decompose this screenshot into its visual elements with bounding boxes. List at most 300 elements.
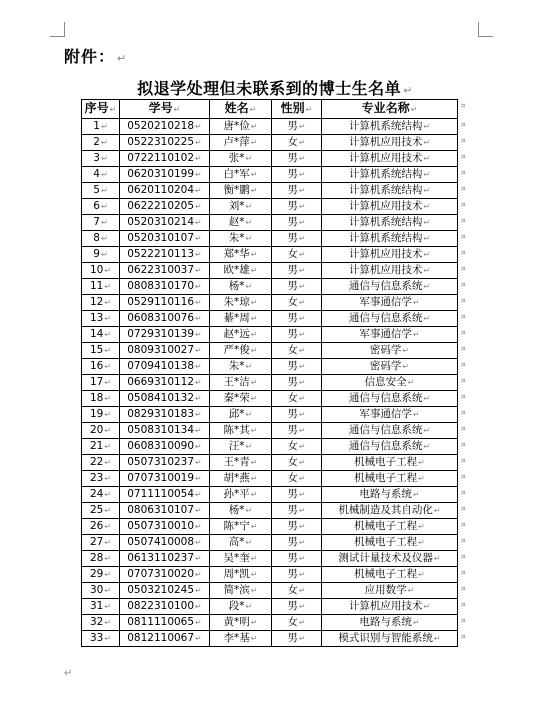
cell-name: 汪*↵ — [210, 439, 272, 455]
cell-index: 9↵ — [82, 247, 120, 263]
cell-mark: ↵ — [195, 234, 202, 243]
row-end-mark: ¤ — [461, 265, 466, 273]
cell-mark: ↵ — [298, 426, 306, 435]
table-row — [82, 343, 458, 359]
cell-mark: ↵ — [423, 266, 431, 275]
paragraph-mark: ↵ — [403, 84, 413, 97]
cell-mark: ↵ — [423, 234, 431, 243]
cell-major: 机械电子工程↵ — [322, 455, 458, 471]
cell-gender: 男↵ — [272, 487, 322, 503]
cell-mark: ↵ — [195, 186, 202, 195]
cell-mark: ↵ — [298, 154, 306, 163]
table-row — [82, 263, 458, 279]
table-row — [82, 631, 458, 647]
cell-student-id: 0707310019↵ — [120, 471, 210, 487]
cell-student-id: 0608310076↵ — [120, 311, 210, 327]
cell-mark: ↵ — [100, 250, 108, 259]
cell-name: 李*基↵ — [210, 631, 272, 647]
row-end-mark: ¤ — [461, 569, 466, 577]
table-row — [82, 119, 458, 135]
table-row — [82, 167, 458, 183]
cell-student-id: 0620110204↵ — [120, 183, 210, 199]
cell-mark: ↵ — [298, 554, 306, 563]
cell-index: 33↵ — [82, 631, 120, 647]
cell-mark: ↵ — [418, 458, 425, 467]
cell-gender: 男↵ — [272, 263, 322, 279]
cell-gender: 男↵ — [272, 503, 322, 519]
cell-mark: ↵ — [245, 538, 253, 547]
cell-name: 白*军↵ — [210, 167, 272, 183]
cell-mark: ↵ — [195, 634, 202, 643]
cell-mark: ↵ — [250, 298, 258, 307]
table-row — [82, 407, 458, 423]
cell-mark: ↵ — [195, 378, 202, 387]
cell-mark: ↵ — [100, 186, 108, 195]
cell-mark: ↵ — [298, 314, 306, 323]
cell-mark: ↵ — [423, 202, 431, 211]
table-row — [82, 295, 458, 311]
cell-name: 杨*↵ — [210, 279, 272, 295]
cell-mark: ↵ — [195, 442, 202, 451]
cell-student-id: 0507310010↵ — [120, 519, 210, 535]
cell-index: 27↵ — [82, 535, 120, 551]
cell-mark: ↵ — [402, 346, 410, 355]
cell-name: 王*洁↵ — [210, 375, 272, 391]
cell-mark: ↵ — [298, 570, 306, 579]
cell-major: 计算机系统结构↵ — [322, 215, 458, 231]
cell-gender: 男↵ — [272, 423, 322, 439]
cell-student-id: 0522310225↵ — [120, 135, 210, 151]
cell-name: 胡*燕↵ — [210, 471, 272, 487]
cell-mark: ↵ — [298, 458, 306, 467]
table-row — [82, 615, 458, 631]
cell-mark: ↵ — [250, 458, 258, 467]
cell-mark: ↵ — [298, 250, 306, 259]
cell-mark: ↵ — [250, 266, 258, 275]
cell-name: 邱*↵ — [210, 407, 272, 423]
cell-mark: ↵ — [100, 234, 108, 243]
cell-mark: ↵ — [410, 105, 418, 114]
cell-mark: ↵ — [104, 554, 112, 563]
cell-major: 军事通信学↵ — [322, 295, 458, 311]
row-end-mark: ¤ — [461, 393, 466, 401]
cell-major: 计算机应用技术↵ — [322, 599, 458, 615]
cell-student-id: 0711110054↵ — [120, 487, 210, 503]
cell-student-id: 0507310237↵ — [120, 455, 210, 471]
cell-gender: 女↵ — [272, 471, 322, 487]
cell-index: 25↵ — [82, 503, 120, 519]
cell-mark: ↵ — [104, 634, 112, 643]
cell-mark: ↵ — [195, 250, 202, 259]
cell-mark: ↵ — [195, 314, 202, 323]
cell-mark: ↵ — [298, 490, 306, 499]
cell-mark: ↵ — [412, 330, 420, 339]
cell-gender: 男↵ — [272, 599, 322, 615]
cell-index: 26↵ — [82, 519, 120, 535]
cell-mark: ↵ — [423, 602, 431, 611]
cell-gender: 女↵ — [272, 391, 322, 407]
cell-index: 24↵ — [82, 487, 120, 503]
cell-mark: ↵ — [423, 154, 431, 163]
cell-mark: ↵ — [423, 186, 431, 195]
cell-mark: ↵ — [173, 105, 181, 114]
cell-mark: ↵ — [195, 618, 202, 627]
student-table — [81, 99, 458, 647]
cell-index: 15↵ — [82, 343, 120, 359]
cell-student-id: 0522210113↵ — [120, 247, 210, 263]
cell-mark: ↵ — [298, 234, 306, 243]
cell-student-id: 0729310139↵ — [120, 327, 210, 343]
cell-mark: ↵ — [100, 202, 108, 211]
cell-mark: ↵ — [250, 634, 258, 643]
cell-name: 赵*远↵ — [210, 327, 272, 343]
cell-mark: ↵ — [245, 234, 253, 243]
page-corner-mark-right — [478, 22, 493, 37]
cell-mark: ↵ — [298, 282, 306, 291]
cell-mark: ↵ — [423, 442, 431, 451]
cell-mark: ↵ — [250, 314, 258, 323]
cell-major: 计算机应用技术↵ — [322, 151, 458, 167]
cell-gender: 女↵ — [272, 343, 322, 359]
cell-mark: ↵ — [104, 362, 112, 371]
cell-mark: ↵ — [109, 105, 117, 114]
cell-mark: ↵ — [104, 282, 112, 291]
cell-index: 14↵ — [82, 327, 120, 343]
cell-mark: ↵ — [423, 138, 431, 147]
cell-mark: ↵ — [245, 362, 253, 371]
cell-mark: ↵ — [250, 394, 258, 403]
cell-gender: 女↵ — [272, 583, 322, 599]
cell-mark: ↵ — [195, 586, 202, 595]
cell-mark: ↵ — [423, 394, 431, 403]
cell-name: 欧*雄↵ — [210, 263, 272, 279]
cell-mark: ↵ — [195, 426, 202, 435]
cell-major: 计算机系统结构↵ — [322, 231, 458, 247]
cell-mark: ↵ — [104, 298, 112, 307]
cell-major: 计算机应用技术↵ — [322, 199, 458, 215]
row-end-mark: ¤ — [461, 329, 466, 337]
table-row — [82, 279, 458, 295]
cell-major: 测试计量技术及仪器↵ — [322, 551, 458, 567]
cell-mark: ↵ — [250, 186, 258, 195]
cell-name: 孙*平↵ — [210, 487, 272, 503]
cell-mark: ↵ — [298, 618, 306, 627]
cell-student-id: 0622310037↵ — [120, 263, 210, 279]
cell-gender: 男↵ — [272, 631, 322, 647]
cell-mark: ↵ — [433, 554, 441, 563]
cell-name: 陈*宁↵ — [210, 519, 272, 535]
row-end-mark: ¤ — [461, 505, 466, 513]
cell-mark: ↵ — [250, 378, 258, 387]
cell-index: 13↵ — [82, 311, 120, 327]
row-end-mark: ¤ — [461, 425, 466, 433]
cell-student-id: 0529110116↵ — [120, 295, 210, 311]
cell-mark: ↵ — [250, 474, 258, 483]
header-student-id: 学号↵ — [120, 100, 210, 119]
cell-student-id: 0508410132↵ — [120, 391, 210, 407]
cell-student-id: 0808310170↵ — [120, 279, 210, 295]
cell-index: 22↵ — [82, 455, 120, 471]
cell-mark: ↵ — [250, 346, 258, 355]
cell-mark: ↵ — [195, 602, 202, 611]
cell-mark: ↵ — [250, 122, 258, 131]
cell-gender: 男↵ — [272, 279, 322, 295]
cell-mark: ↵ — [195, 474, 202, 483]
cell-mark: ↵ — [402, 362, 410, 371]
cell-mark: ↵ — [418, 538, 425, 547]
table-row — [82, 375, 458, 391]
cell-mark: ↵ — [195, 282, 202, 291]
header-name: 姓名↵ — [210, 100, 272, 119]
cell-mark: ↵ — [298, 410, 306, 419]
cell-student-id: 0709410138↵ — [120, 359, 210, 375]
row-end-mark: ¤ — [461, 281, 466, 289]
cell-mark: ↵ — [245, 202, 253, 211]
cell-mark: ↵ — [423, 250, 431, 259]
cell-mark: ↵ — [104, 378, 112, 387]
cell-mark: ↵ — [423, 122, 431, 131]
cell-major: 密码学↵ — [322, 343, 458, 359]
cell-mark: ↵ — [250, 618, 258, 627]
cell-mark: ↵ — [250, 138, 258, 147]
cell-mark: ↵ — [195, 266, 202, 275]
cell-mark: ↵ — [298, 202, 306, 211]
cell-index: 17↵ — [82, 375, 120, 391]
cell-mark: ↵ — [100, 138, 108, 147]
cell-name: 衡*鹏↵ — [210, 183, 272, 199]
cell-major: 计算机系统结构↵ — [322, 119, 458, 135]
cell-mark: ↵ — [250, 330, 258, 339]
cell-index: 31↵ — [82, 599, 120, 615]
cell-student-id: 0669310112↵ — [120, 375, 210, 391]
cell-mark: ↵ — [245, 442, 253, 451]
cell-gender: 男↵ — [272, 535, 322, 551]
cell-student-id: 0722110102↵ — [120, 151, 210, 167]
table-row — [82, 503, 458, 519]
row-end-mark: ¤ — [461, 553, 466, 561]
cell-mark: ↵ — [298, 138, 306, 147]
cell-mark: ↵ — [298, 330, 306, 339]
cell-gender: 男↵ — [272, 215, 322, 231]
cell-mark: ↵ — [104, 426, 112, 435]
cell-mark: ↵ — [250, 554, 258, 563]
cell-mark: ↵ — [298, 122, 306, 131]
cell-major: 通信与信息系统↵ — [322, 279, 458, 295]
cell-mark: ↵ — [298, 442, 306, 451]
cell-mark: ↵ — [195, 202, 202, 211]
cell-mark: ↵ — [298, 474, 306, 483]
cell-mark: ↵ — [418, 522, 425, 531]
cell-index: 6↵ — [82, 199, 120, 215]
cell-student-id: 0520310107↵ — [120, 231, 210, 247]
cell-index: 29↵ — [82, 567, 120, 583]
cell-mark: ↵ — [433, 506, 441, 515]
cell-mark: ↵ — [245, 602, 253, 611]
cell-mark: ↵ — [298, 394, 306, 403]
cell-index: 10↵ — [82, 263, 120, 279]
cell-major: 机械电子工程↵ — [322, 535, 458, 551]
cell-major: 机械电子工程↵ — [322, 567, 458, 583]
table-row — [82, 359, 458, 375]
cell-name: 綦*周↵ — [210, 311, 272, 327]
cell-mark: ↵ — [250, 426, 258, 435]
table-row — [82, 327, 458, 343]
cell-index: 2↵ — [82, 135, 120, 151]
row-end-mark: ¤ — [461, 121, 466, 129]
row-end-mark: ¤ — [461, 585, 466, 593]
document-title: 拟退学处理但未联系到的博士生名单 ↵ — [137, 79, 413, 98]
cell-gender: 男↵ — [272, 183, 322, 199]
cell-mark: ↵ — [100, 154, 108, 163]
table-row — [82, 151, 458, 167]
cell-gender: 男↵ — [272, 151, 322, 167]
table-row — [82, 311, 458, 327]
row-end-mark: ¤ — [461, 233, 466, 241]
cell-mark: ↵ — [433, 634, 441, 643]
cell-mark: ↵ — [104, 314, 112, 323]
cell-mark: ↵ — [104, 330, 112, 339]
cell-mark: ↵ — [250, 570, 258, 579]
cell-student-id: 0508310134↵ — [120, 423, 210, 439]
row-end-mark: ¤ — [461, 345, 466, 353]
cell-student-id: 0811110065↵ — [120, 615, 210, 631]
cell-mark: ↵ — [104, 522, 112, 531]
cell-student-id: 0622210205↵ — [120, 199, 210, 215]
cell-major: 计算机系统结构↵ — [322, 167, 458, 183]
cell-mark: ↵ — [100, 218, 108, 227]
cell-mark: ↵ — [298, 218, 306, 227]
cell-name: 周*凯↵ — [210, 567, 272, 583]
cell-mark: ↵ — [195, 410, 202, 419]
table-header-row — [82, 100, 458, 119]
cell-gender: 女↵ — [272, 247, 322, 263]
cell-mark: ↵ — [245, 506, 253, 515]
cell-student-id: 0503210245↵ — [120, 583, 210, 599]
cell-mark: ↵ — [298, 170, 306, 179]
cell-name: 杨*↵ — [210, 503, 272, 519]
cell-mark: ↵ — [104, 570, 112, 579]
cell-index: 7↵ — [82, 215, 120, 231]
table-row — [82, 471, 458, 487]
table-row — [82, 455, 458, 471]
cell-student-id: 0806310107↵ — [120, 503, 210, 519]
cell-mark: ↵ — [104, 586, 112, 595]
cell-index: 23↵ — [82, 471, 120, 487]
cell-name: 简*滨↵ — [210, 583, 272, 599]
cell-mark: ↵ — [250, 522, 258, 531]
cell-mark: ↵ — [407, 378, 415, 387]
cell-mark: ↵ — [407, 586, 415, 595]
cell-name: 吴*奎↵ — [210, 551, 272, 567]
cell-mark: ↵ — [298, 346, 306, 355]
cell-mark: ↵ — [423, 426, 431, 435]
cell-mark: ↵ — [423, 314, 431, 323]
cell-student-id: 0829310183↵ — [120, 407, 210, 423]
cell-mark: ↵ — [412, 298, 420, 307]
cell-mark: ↵ — [195, 554, 202, 563]
cell-mark: ↵ — [104, 266, 112, 275]
row-end-mark: ¤ — [461, 521, 466, 529]
cell-index: 4↵ — [82, 167, 120, 183]
cell-gender: 男↵ — [272, 311, 322, 327]
cell-student-id: 0620310199↵ — [120, 167, 210, 183]
cell-name: 赵*↵ — [210, 215, 272, 231]
cell-mark: ↵ — [104, 506, 112, 515]
cell-mark: ↵ — [298, 506, 306, 515]
header-index: 序号↵ — [82, 100, 120, 119]
cell-mark: ↵ — [298, 522, 306, 531]
table-row — [82, 567, 458, 583]
cell-mark: ↵ — [423, 170, 431, 179]
cell-name: 严*俊↵ — [210, 343, 272, 359]
cell-mark: ↵ — [100, 122, 108, 131]
cell-major: 通信与信息系统↵ — [322, 391, 458, 407]
cell-mark: ↵ — [104, 602, 112, 611]
cell-student-id: 0812110067↵ — [120, 631, 210, 647]
cell-major: 机械电子工程↵ — [322, 471, 458, 487]
cell-mark: ↵ — [195, 506, 202, 515]
cell-mark: ↵ — [250, 170, 258, 179]
row-end-mark: ¤ — [461, 313, 466, 321]
cell-index: 3↵ — [82, 151, 120, 167]
cell-mark: ↵ — [100, 170, 108, 179]
cell-name: 陈*其↵ — [210, 423, 272, 439]
cell-gender: 女↵ — [272, 439, 322, 455]
cell-mark: ↵ — [298, 378, 306, 387]
cell-mark: ↵ — [195, 330, 202, 339]
cell-name: 段*↵ — [210, 599, 272, 615]
cell-mark: ↵ — [195, 490, 202, 499]
cell-index: 5↵ — [82, 183, 120, 199]
cell-mark: ↵ — [104, 618, 112, 627]
cell-mark: ↵ — [104, 458, 112, 467]
cell-mark: ↵ — [298, 602, 306, 611]
cell-gender: 男↵ — [272, 407, 322, 423]
cell-gender: 男↵ — [272, 119, 322, 135]
cell-major: 计算机应用技术↵ — [322, 263, 458, 279]
cell-gender: 男↵ — [272, 231, 322, 247]
cell-index: 28↵ — [82, 551, 120, 567]
attachment-label: 附件： ↵ — [64, 47, 128, 66]
cell-mark: ↵ — [423, 218, 431, 227]
cell-index: 21↵ — [82, 439, 120, 455]
cell-name: 卢*萍↵ — [210, 135, 272, 151]
cell-mark: ↵ — [104, 346, 112, 355]
cell-mark: ↵ — [195, 570, 202, 579]
cell-student-id: 0520310214↵ — [120, 215, 210, 231]
cell-mark: ↵ — [418, 570, 425, 579]
row-end-mark: ¤ — [461, 249, 466, 257]
row-end-mark: ¤ — [461, 537, 466, 545]
cell-gender: 男↵ — [272, 519, 322, 535]
cell-index: 8↵ — [82, 231, 120, 247]
cell-name: 朱*↵ — [210, 231, 272, 247]
cell-mark: ↵ — [250, 250, 258, 259]
cell-index: 19↵ — [82, 407, 120, 423]
cell-mark: ↵ — [412, 490, 420, 499]
cell-student-id: 0809310027↵ — [120, 343, 210, 359]
row-end-mark: ¤ — [461, 185, 466, 193]
cell-mark: ↵ — [104, 442, 112, 451]
cell-major: 应用数学↵ — [322, 583, 458, 599]
row-end-mark: ¤ — [461, 153, 466, 161]
row-end-mark: ¤ — [461, 633, 466, 641]
cell-mark: ↵ — [195, 362, 202, 371]
cell-index: 11↵ — [82, 279, 120, 295]
cell-index: 1↵ — [82, 119, 120, 135]
row-end-mark: ¤ — [461, 297, 466, 305]
cell-mark: ↵ — [245, 282, 253, 291]
